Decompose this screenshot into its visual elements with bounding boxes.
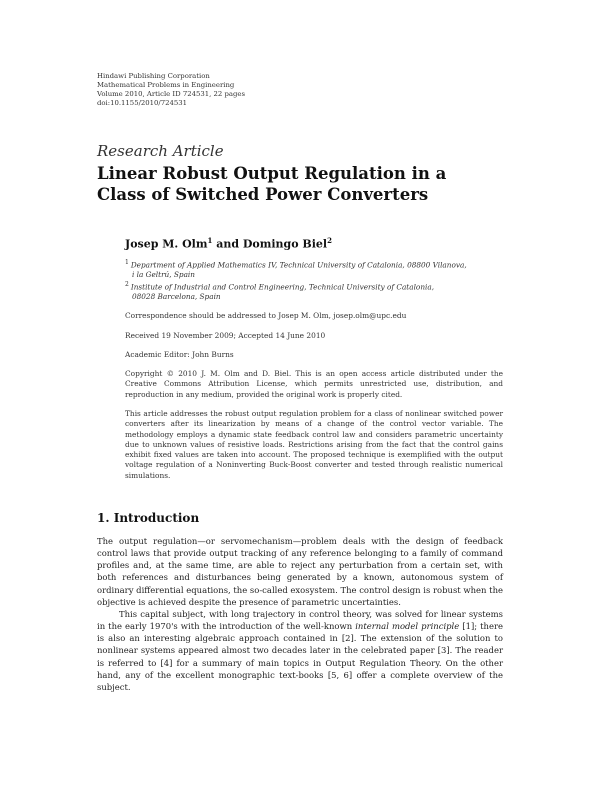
- affiliation-line: Institute of Industrial and Control Engineering, Technical University of Catalonia,: [130, 282, 435, 292]
- author-list: [125, 236, 332, 251]
- article-type: Research Article: [97, 142, 224, 160]
- academic-editor: Academic Editor: John Burns: [125, 350, 234, 359]
- correspondence: Correspondence should be addressed to Josep M. Olm, josep.olm@upc.edu: [125, 311, 407, 320]
- affiliation-line: Department of Applied Mathematics IV, Technical University of Catalonia, 08800 Vilanova,: [130, 260, 467, 270]
- journal-info: [97, 72, 245, 108]
- author-connector: and: [212, 237, 243, 251]
- author-affiliation-mark: 1: [207, 236, 213, 245]
- intro-paragraph-2: [97, 608, 503, 693]
- paper-title: Linear Robust Output Regulation in a Class of Switched Power Converters: [97, 164, 447, 204]
- section-heading: 1. Introduction: [97, 511, 200, 525]
- author-name: Domingo Biel: [242, 237, 328, 251]
- author-name: Josep M. Olm: [125, 237, 208, 251]
- affiliation-number: 2: [125, 281, 129, 288]
- affiliation-2: [125, 280, 505, 302]
- affiliation-line: i la Geltrú, Spain: [132, 270, 195, 280]
- affiliation-number: 1: [125, 259, 129, 266]
- intro-paragraph-1: [97, 535, 503, 608]
- received-dates: Received 19 November 2009; Accepted 14 June 2010: [125, 331, 326, 340]
- copyright-notice: Copyright © 2010 J. M. Olm and D. Biel. This is an open access article distributed under the Creative Commons Attribution License, which permits unrestricted use, distribution, and reproduction in any medium, provided the original work is properly cited.: [125, 369, 503, 399]
- author-affiliation-mark: 2: [327, 236, 332, 245]
- journal-volume: Volume 2010, Article ID 724531, 22 pages: [97, 90, 246, 98]
- affiliation-line: 08028 Barcelona, Spain: [132, 292, 221, 302]
- paragraph-text: [1]; there is also an interesting algebraic approach contained in [2]. The extension of the solution to nonlinear systems appeared almost two decades later in the celebrated paper [3]. The reader is referred to [4] for a summary of main topics in Output Regulation Theory. On the other hand, any of the excellent monographic text-books [5, 6] offer a complete overview of the subject.: [97, 621, 503, 692]
- paragraph-text: This capital subject, with long trajectory in control theory, was solved for linear systems in the early 1970's with the introduction of the well-known: [97, 609, 503, 632]
- journal-publisher: Hindawi Publishing Corporation: [97, 72, 210, 80]
- journal-name: Mathematical Problems in Engineering: [97, 81, 235, 89]
- emphasized-term: internal model principle: [355, 621, 460, 632]
- journal-doi: doi:10.1155/2010/724531: [97, 99, 188, 107]
- paragraph-text: The output regulation—or servomechanism—problem deals with the design of feedback control laws that provide output tracking of any reference belonging to a family of command profiles and, at the same time, are able to reject any perturbation from a certain set, with both references and disturbances being generated by a known, autonomous system of ordinary differential equations, the so-called exosystem. The control design is robust when the objective is achieved despite the presence of parametric uncertainties.: [97, 536, 503, 607]
- affiliation-1: [125, 258, 505, 280]
- abstract: This article addresses the robust output regulation problem for a class of nonlinear switched power converters after its linearization by means of a change of the control vector variable. The methodology employs a dynamic state feedback control law and considers parametric uncertainty due to unknown values of resistive loads. Restrictions arising from the fact that the control gains exhibit fixed values are taken into account. The proposed technique is exemplified with the output voltage regulation of a Noninverting Buck-Boost converter and tested through realistic numerical simulations.: [125, 409, 503, 480]
